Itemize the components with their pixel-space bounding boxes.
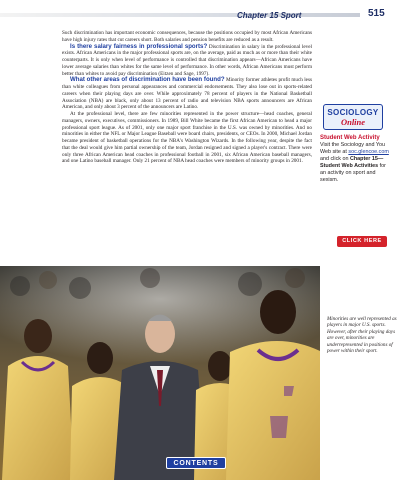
web-activity-text bbox=[320, 142, 392, 183]
page-number: 515 bbox=[368, 8, 385, 19]
web-activity-text-a: Visit the Sociology and You Web site at bbox=[320, 142, 385, 155]
running-head: Chapter 15 Sport bbox=[237, 11, 302, 20]
web-activity-chapter: Chapter 15—Student Web Activities bbox=[320, 155, 384, 169]
paragraph-2 bbox=[62, 44, 312, 78]
logo-text-bottom: Online bbox=[340, 117, 366, 127]
paragraph-3-text: Minority former athletes profit much less than white colleagues from personal appearances and commercial endorsements. They also lose out in sports-related careers when their playing days are over. While approximately 78 percent of players in the National Basketball Association (NBA) are black, only about 13 percent of radio and television NBA sports announcers are African American, and only about 3 percent of the announcers are Latino. bbox=[62, 77, 313, 111]
body-text bbox=[62, 30, 312, 165]
web-activity-title: Student Web Activity bbox=[320, 135, 380, 141]
paragraph-4: At the professional level, there are few minorities represented in the power structure—head coaches, general managers, owners, executives, commissioners. In 1989, Bill White became the first African American to head a major professional sport league. As of 2001, only one major sport franchise in the U.S. was owned by minorities. And no minorities in either the NFL or Major League Baseball were board chairs, presidents, or CEOs. In 2000, Michael Jordan became president of basketball operations for the NBA's Washington Wizards. In the following year, despite the fact that the deal would give him partial ownership of the team, Jordan resigned and signed a player's contract. There were only three African American head coaches in professional football in 2001, six African American baseball managers, and one Latino baseball manager. Only 21 percent of NBA head coaches were members of minority groups in 2001. bbox=[62, 111, 312, 165]
question-heading-discrimination: What other areas of discrimination have been found? bbox=[70, 76, 225, 84]
contents-button[interactable]: CONTENTS bbox=[166, 457, 226, 469]
logo-text-top: SOCIOLOGY bbox=[327, 108, 379, 117]
sociology-online-logo[interactable] bbox=[323, 104, 383, 130]
question-heading-salary: Is there salary fairness in professional sports? bbox=[70, 42, 208, 50]
paragraph-1: Such discrimination has important economic consequences, because the positions occupied by most African Americans have high injury rates that cut careers short. Both salaries and pension benefits are reduced as a result. bbox=[62, 30, 312, 43]
header-rule bbox=[0, 13, 360, 17]
web-activity-text-c: for an activity on sport and sexism. bbox=[320, 162, 386, 183]
website-link[interactable]: soc.glencoe.com bbox=[348, 148, 389, 155]
web-activity-text-b: and click on bbox=[320, 155, 349, 162]
paragraph-2-text: Discrimination in salary in the professional level exists. African Americans in the major professional sports are, on the average, paid as much as or more than their white counterparts. It is only when level of performance is controlled that discrimination appears—African Americans have lower average salaries than whites for the same level of performance. In other words, African Americans must perform better than whites to avoid pay discrimination (Eitzen and Sage, 1997). bbox=[62, 43, 312, 77]
photo-caption: Minorities are well represented as players in major U.S. sports. However, after their playing days are over, minorities are underrepresented in positions of power within their sport. bbox=[327, 316, 397, 355]
basketball-photo bbox=[0, 266, 320, 480]
click-here-button[interactable]: CLICK HERE bbox=[337, 236, 387, 247]
paragraph-3 bbox=[62, 77, 312, 111]
basketball-photo-illustration bbox=[0, 266, 320, 480]
web-activity-sidebar bbox=[320, 104, 392, 183]
